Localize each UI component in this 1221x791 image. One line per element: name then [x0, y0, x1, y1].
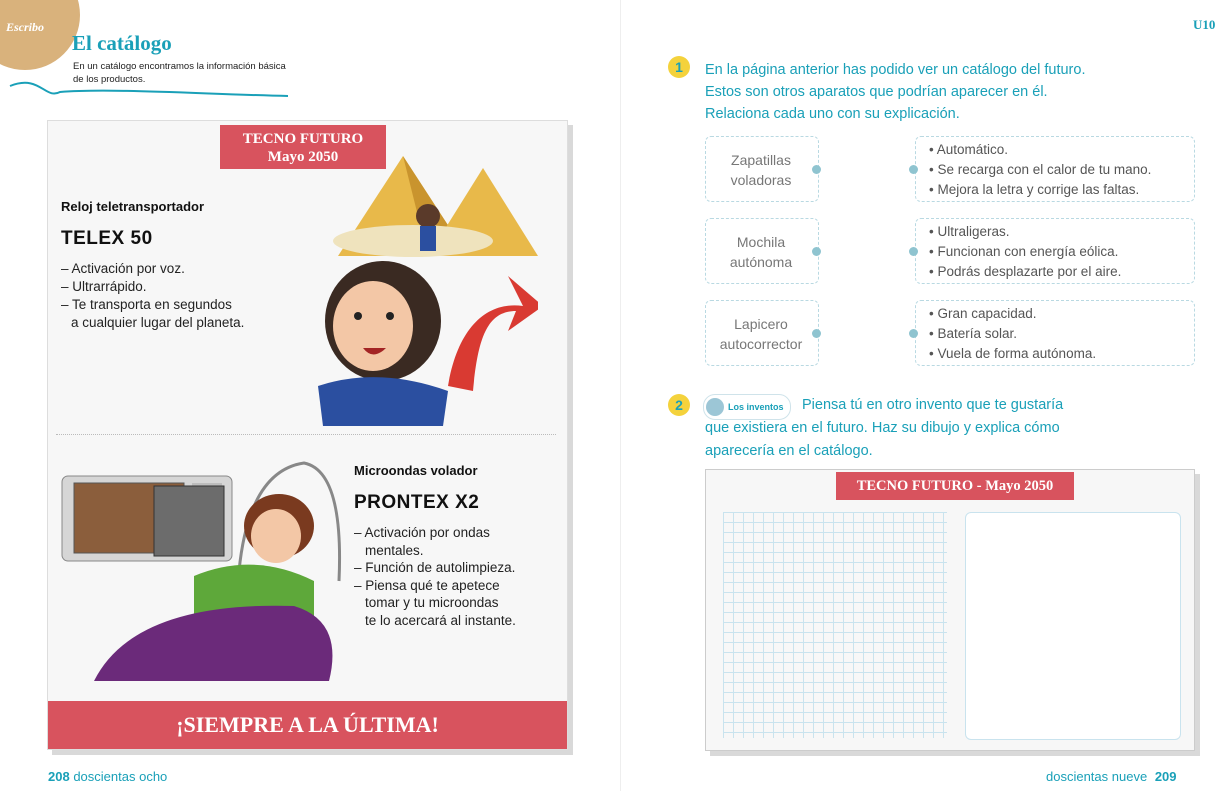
product2-category: Microondas volador — [354, 463, 478, 478]
item-1-dot[interactable] — [812, 165, 821, 174]
corner-decoration — [0, 0, 80, 70]
section-tag: Escribo — [6, 20, 45, 34]
product2-name: PRONTEX X2 — [354, 492, 480, 513]
product1-category: Reloj teletransportador — [61, 199, 205, 214]
activity2-line1: Piensa tú en otro invento que te gustaría — [802, 397, 1064, 413]
page-number: 208 — [48, 769, 70, 784]
item-3-text: Lapicero autocorrector — [719, 316, 803, 352]
page-words: doscientas ocho — [73, 769, 168, 784]
product2-features: – Activación por ondas mentales. – Función de autolimpieza. – Piensa qué te apetece tomar y tu microondas te lo acercará al instante. — [354, 525, 516, 628]
item-1-text: Zapatillas voladoras — [730, 152, 792, 188]
subtitle: En un catálogo encontramos la información básica de los productos. — [73, 61, 286, 85]
page-number: 209 — [1154, 769, 1177, 784]
unit-label: U10 — [1193, 17, 1216, 32]
item-3-dot[interactable] — [812, 329, 821, 338]
activity2-line2: que existiera en el futuro. Haz su dibujo y explica cómo — [705, 420, 1060, 436]
desc-3-text: • Gran capacidad. • Batería solar. • Vuela de forma autónoma. — [929, 306, 1097, 361]
activity2-number: 2 — [668, 394, 690, 416]
catalog-card — [47, 120, 568, 750]
activity1-instructions: En la página anterior has podido ver un catálogo del futuro. Estos son otros aparatos que podrían aparecer en él. Relaciona cada uno con su explicación. — [705, 62, 1086, 122]
teleport-illustration — [278, 156, 538, 426]
page-title: El catálogo — [72, 31, 172, 55]
globe-icon — [706, 398, 724, 416]
right-footer — [1046, 769, 1177, 784]
catalog-header: TECNO FUTURO Mayo 2050 — [220, 125, 386, 169]
left-page — [0, 0, 610, 791]
activity1-number: 1 — [668, 56, 690, 78]
item-2-text: Mochila autónoma — [729, 234, 793, 270]
drawing-area[interactable] — [965, 512, 1181, 740]
activity2-badge: Los inventos — [703, 394, 791, 420]
activity2-line3: aparecería en el catálogo. — [705, 443, 873, 459]
page-words: doscientas nueve — [1046, 769, 1148, 784]
catalog-slogan: ¡SIEMPRE A LA ÚLTIMA! — [48, 701, 567, 749]
product1-features: – Activación por voz. – Ultrarrápido. – Te transporta en segundos a cualquier lugar del planeta. — [61, 261, 245, 330]
right-page — [621, 0, 1221, 791]
left-footer — [48, 769, 167, 784]
product1-name: TELEX 50 — [61, 228, 153, 249]
writing-lines[interactable] — [723, 512, 947, 738]
desc-1-dot[interactable] — [909, 165, 918, 174]
desc-3-dot[interactable] — [909, 329, 918, 338]
invention-card — [705, 469, 1195, 751]
desc-2-dot[interactable] — [909, 247, 918, 256]
microwave-illustration — [54, 451, 344, 691]
invention-card-title: TECNO FUTURO - Mayo 2050 — [836, 472, 1074, 500]
item-2-dot[interactable] — [812, 247, 821, 256]
divider — [56, 434, 556, 435]
desc-1-text: • Automático. • Se recarga con el calor de tu mano. • Mejora la letra y corrige las faltas. — [929, 142, 1152, 197]
desc-2-text: • Ultraligeras. • Funcionan con energía eólica. • Podrás desplazarte por el aire. — [929, 224, 1122, 279]
